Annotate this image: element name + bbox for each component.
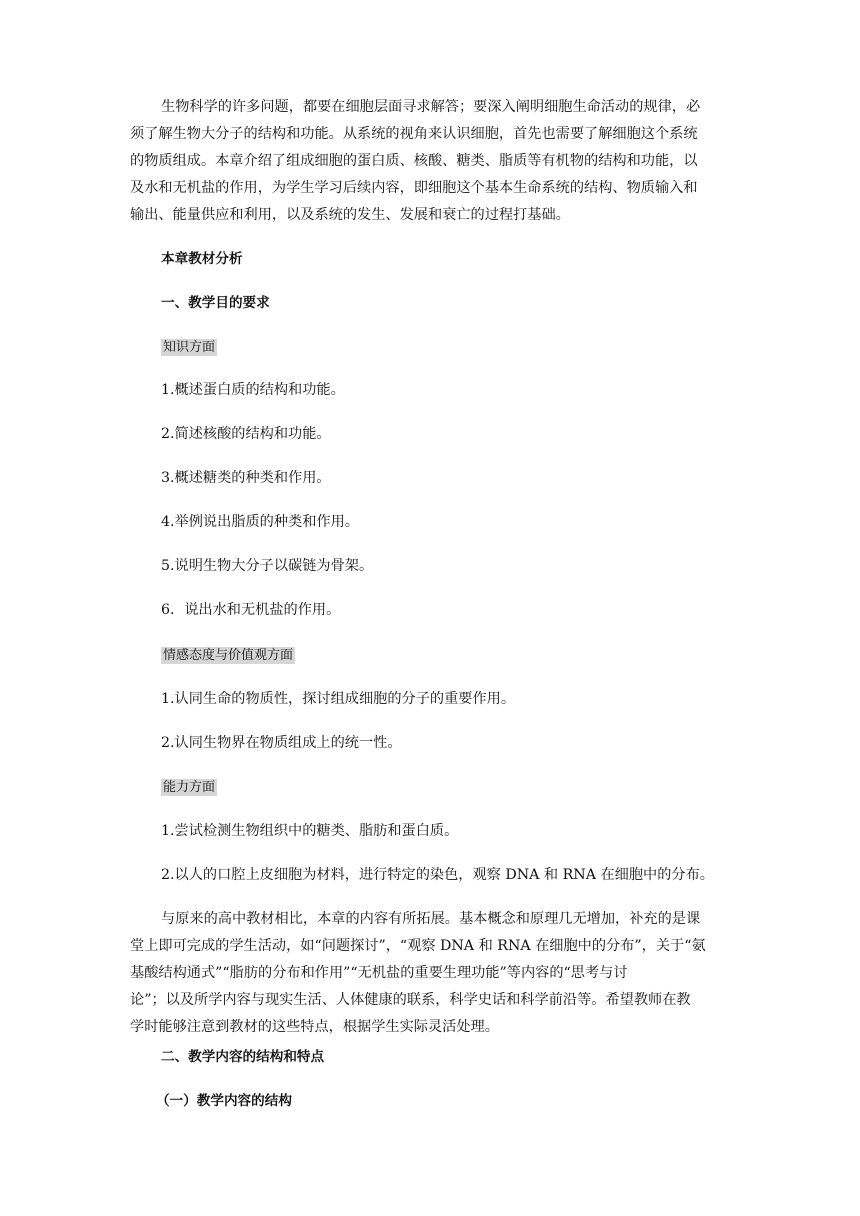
knowledge-item-4: 4.举例说出脂质的种类和作用。 [161,514,359,530]
attitude-heading-label: 情感态度与价值观方面 [163,648,294,663]
knowledge-item-5: 5.说明生物大分子以碳链为骨架。 [161,558,374,574]
knowledge-item-3: 3.概述糖类的种类和作用。 [161,470,331,486]
intro-line-4: 及水和无机盐的作用，为学生学习后续内容，即细胞这个基本生命系统的结构、物质输入和 [130,180,698,196]
subsection-one-heading: （一）教学内容的结构 [156,1093,292,1109]
knowledge-heading-label: 知识方面 [163,340,216,355]
section-one-heading: 一、教学目的要求 [161,295,270,311]
attitude-item-1: 1.认同生命的物质性，探讨组成细胞的分子的重要作用。 [161,691,516,707]
comparison-line-2: 堂上即可完成的学生活动，如“问题探讨”，“观察 DNA 和 RNA 在细胞中的分布”，关于“氨 [130,938,706,954]
knowledge-item-2: 2.简述核酸的结构和功能。 [161,426,331,442]
comparison-line-5: 学时能够注意到教材的这些特点，根据学生实际灵活处理。 [130,1019,499,1035]
intro-line-3: 的物质组成。本章介绍了组成细胞的蛋白质、核酸、糖类、脂质等有机物的结构和功能，以 [130,153,698,169]
intro-line-2: 须了解生物大分子的结构和功能。从系统的视角来认识细胞，首先也需要了解细胞这个系统 [130,126,698,142]
knowledge-item-1: 1.概述蛋白质的结构和功能。 [161,382,345,398]
intro-line-5: 输出、能量供应和利用，以及系统的发生、发展和衰亡的过程打基础。 [130,207,570,223]
section-two-heading: 二、教学内容的结构和特点 [161,1049,325,1065]
knowledge-heading [161,337,217,358]
ability-item-2: 2.以人的口腔上皮细胞为材料，进行特定的染色，观察 DNA 和 RNA 在细胞中的分布。 [161,867,714,883]
comparison-line-3: 基酸结构通式”“脂肪的分布和作用”“无机盐的重要生理功能”等内容的“思考与讨 [130,965,628,981]
comparison-line-4: 论”；以及所学内容与现实生活、人体健康的联系，科学史话和科学前沿等。希望教师在教 [130,992,691,1008]
comparison-line-1: 与原来的高中教材相比，本章的内容有所拓展。基本概念和原理几无增加，补充的是课 [161,911,701,927]
intro-line-1: 生物科学的许多问题，都要在细胞层面寻求解答；要深入阐明细胞生命活动的规律，必 [161,99,701,115]
section-analysis-heading: 本章教材分析 [161,251,243,267]
knowledge-item-6: 6．说出水和无机盐的作用。 [161,602,341,618]
ability-item-1: 1.尝试检测生物组织中的糖类、脂肪和蛋白质。 [161,823,459,839]
ability-heading [161,777,217,798]
attitude-item-2: 2.认同生物界在物质组成上的统一性。 [161,735,402,751]
attitude-heading [161,645,295,666]
ability-heading-label: 能力方面 [163,780,216,795]
